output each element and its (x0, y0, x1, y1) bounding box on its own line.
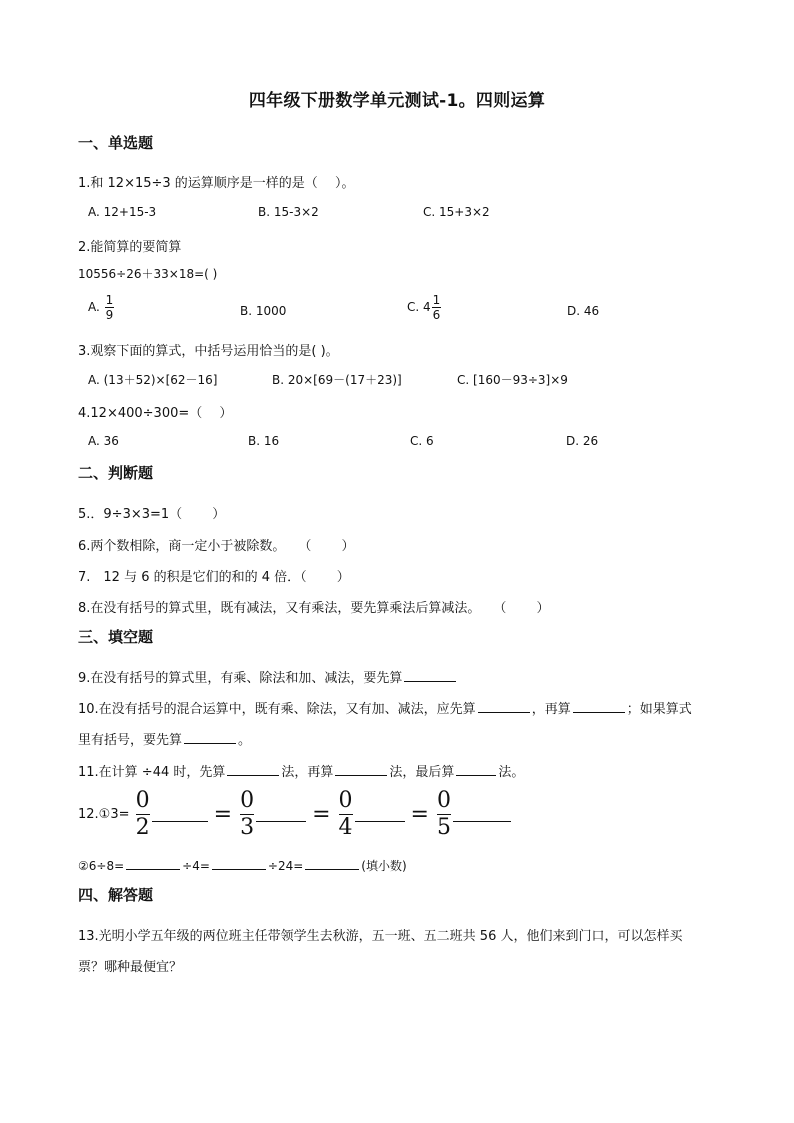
answer-blank[interactable] (227, 761, 279, 776)
section-heading-solve: 四、解答题 (78, 886, 154, 904)
question-12-part-1: 12.①3= $\frac{0}{2}$ = $\frac{0}{3}$ = $\frac{0}{4}$ = $\frac{0}{5}$ (78, 790, 511, 839)
q3-option-b: B. 20×[69－(17＋23)] (272, 373, 402, 387)
fraction-blank-over-3: $\frac{0}{3}$ (240, 788, 255, 840)
page-title: 四年级下册数学单元测试-1。四则运算 (248, 91, 546, 111)
question-1: 1.和 12×15÷3 的运算顺序是一样的是（ ）。 (78, 176, 355, 191)
q1-option-b: B. 15-3×2 (258, 205, 319, 219)
question-12-part-2: ②6÷8= ÷4= ÷24= (填小数) (78, 855, 407, 874)
q3-option-a: A. (13＋52)×[62－16] (88, 373, 218, 387)
fraction-blank-over-2: $\frac{0}{2}$ (135, 788, 150, 840)
question-4: 4.12×400÷300=（ ） (78, 406, 233, 421)
question-8: 8.在没有括号的算式里，既有减法，又有乘法，要先算乘法后算减法。 （ ） (78, 601, 550, 616)
q2-option-a: A. $\frac{1}{9}$ (88, 293, 114, 322)
question-5: 5.．9÷3×3=1（ ） (78, 507, 226, 522)
q4-option-b: B. 16 (248, 434, 280, 448)
answer-blank[interactable] (573, 698, 625, 713)
q3-option-c: C. [160－93÷3]×9 (457, 373, 568, 387)
answer-blank[interactable] (456, 761, 496, 776)
answer-blank[interactable] (212, 855, 266, 870)
answer-blank[interactable] (184, 729, 236, 744)
q2-option-d: D. 46 (567, 304, 600, 318)
question-7: 7. 12 与 6 的积是它们的和的 4 倍．（ ） (78, 570, 350, 585)
question-13-line-1: 13.光明小学五年级的两位班主任带领学生去秋游，五一班、五二班共 56 人，他们来到门口，可以怎样买 (78, 929, 683, 944)
question-10-line-2: 里有括号，要先算 。 (78, 729, 251, 748)
answer-blank[interactable] (478, 698, 530, 713)
answer-blank[interactable] (256, 807, 306, 822)
answer-blank[interactable] (126, 855, 180, 870)
question-9: 9.在没有括号的算式里，有乘、除法和加、减法，要先算 (78, 667, 458, 686)
question-2: 2.能简算的要简算 (78, 240, 182, 255)
q2-option-b: B. 1000 (240, 304, 287, 318)
answer-blank[interactable] (152, 807, 208, 822)
q4-option-a: A. 36 (88, 434, 119, 448)
question-6: 6.两个数相除，商一定小于被除数。 （ ） (78, 539, 355, 554)
question-13-line-2: 票？哪种最便宜？ (78, 960, 183, 975)
answer-blank[interactable] (453, 807, 511, 822)
fraction-blank-over-4: $\frac{0}{4}$ (338, 788, 353, 840)
section-heading-fill-blank: 三、填空题 (78, 628, 154, 646)
fraction-one-ninth: $\frac{1}{9}$ (105, 293, 114, 322)
q4-option-c: C. 6 (410, 434, 434, 448)
question-3: 3.观察下面的算式，中括号运用恰当的是( )。 (78, 344, 339, 359)
q1-option-c: C. 15+3×2 (423, 205, 490, 219)
answer-blank[interactable] (305, 855, 359, 870)
fraction-one-sixth: $\frac{1}{6}$ (432, 293, 441, 322)
section-heading-single-choice: 一、单选题 (78, 134, 154, 152)
answer-blank[interactable] (355, 807, 405, 822)
section-heading-true-false: 二、判断题 (78, 464, 154, 482)
q4-option-d: D. 26 (566, 434, 599, 448)
answer-blank[interactable] (335, 761, 387, 776)
answer-blank[interactable] (404, 667, 456, 682)
q1-option-a: A. 12+15-3 (88, 205, 157, 219)
question-10-line-1: 10.在没有括号的混合运算中，既有乘、除法，又有加、减法，应先算 ，再算 ；如果算式 (78, 698, 692, 717)
fraction-blank-over-5: $\frac{0}{5}$ (436, 788, 451, 840)
question-2-expression: 10556÷26＋33×18=( ) (78, 267, 218, 281)
question-11: 11.在计算 ÷44 时，先算 法，再算 法，最后算 法。 (78, 761, 524, 780)
q2-option-c: C. 4 $\frac{1}{6}$ (407, 293, 441, 322)
